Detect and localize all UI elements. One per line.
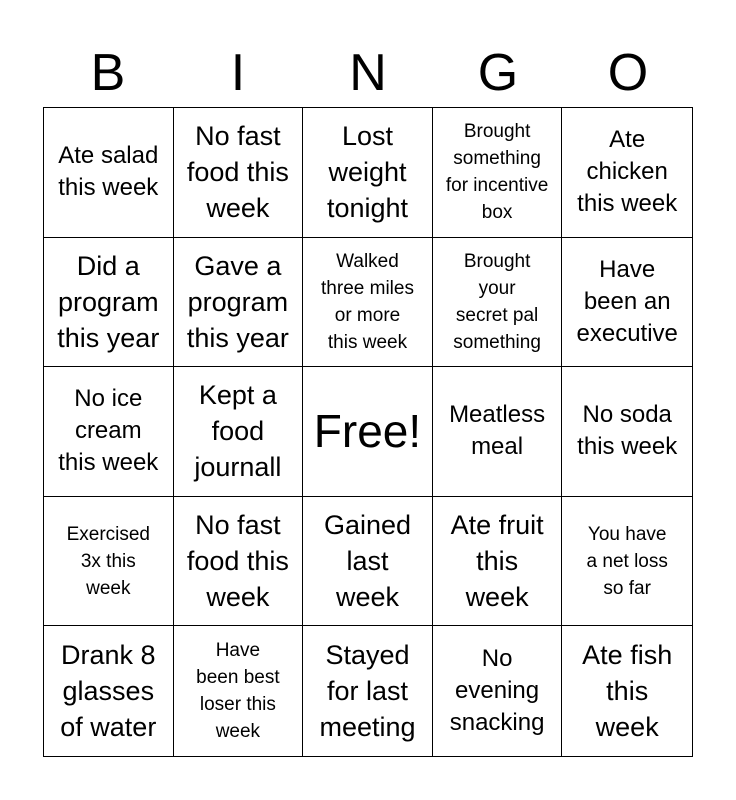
bingo-cell-r2c3[interactable] [303, 238, 433, 368]
bingo-cell-r2c4[interactable] [433, 238, 563, 368]
cell-text: No ice cream this week [58, 385, 159, 477]
bingo-cell-r1c1[interactable] [44, 108, 174, 238]
cell-text: No fast food this week [186, 121, 289, 224]
cell-text: Drank 8 glasses of water [60, 640, 157, 743]
cell-text: Have been best loser this week [196, 640, 280, 743]
cell-text: You have a net loss so far [586, 523, 668, 599]
header-letter-n: N [349, 44, 387, 102]
bingo-cell-r4c4[interactable] [433, 497, 563, 627]
bingo-cell-r5c4[interactable] [433, 626, 563, 756]
cell-text: Lost weight tonight [326, 121, 409, 224]
cell-text: Have been an executive [576, 255, 678, 347]
cell-text: Brought your secret pal something [453, 250, 541, 353]
bingo-cell-r3c1[interactable] [44, 367, 174, 497]
cell-text: Gave a program this year [186, 250, 289, 353]
cell-text: Ate salad this week [58, 142, 159, 202]
cell-text: Gained last week [323, 510, 412, 613]
cell-text: No fast food this week [186, 510, 289, 613]
bingo-header [43, 38, 693, 108]
bingo-cell-r3c4[interactable] [433, 367, 563, 497]
cell-text: No soda this week [577, 401, 678, 461]
bingo-board [43, 107, 693, 757]
bingo-cell-r5c1[interactable] [44, 626, 174, 756]
bingo-cell-r5c3[interactable] [303, 626, 433, 756]
bingo-cell-r2c1[interactable] [44, 238, 174, 368]
header-letter-g: G [477, 44, 519, 102]
bingo-cell-r1c2[interactable] [174, 108, 304, 238]
cell-text: Did a program this year [57, 250, 160, 353]
bingo-cell-r1c3[interactable] [303, 108, 433, 238]
bingo-cell-r4c3[interactable] [303, 497, 433, 627]
cell-text: Free! [313, 405, 422, 458]
cell-text: Stayed for last meeting [319, 640, 416, 743]
bingo-cell-r1c4[interactable] [433, 108, 563, 238]
header-letter-o: O [607, 44, 649, 102]
bingo-cell-free[interactable] [303, 367, 433, 497]
cell-text: Kept a food journall [194, 380, 282, 483]
bingo-cell-r2c2[interactable] [174, 238, 304, 368]
cell-text: Meatless meal [449, 401, 546, 461]
header-letter-b: B [90, 44, 126, 102]
header-letter-i: I [230, 44, 246, 102]
cell-text: No evening snacking [449, 645, 545, 737]
cell-text: Walked three miles or more this week [321, 250, 414, 353]
bingo-cell-r3c2[interactable] [174, 367, 304, 497]
cell-text: Brought something for incentive box [445, 121, 549, 224]
bingo-cell-r1c5[interactable] [562, 108, 692, 238]
bingo-cell-r4c1[interactable] [44, 497, 174, 627]
cell-text: Ate chicken this week [577, 126, 678, 218]
bingo-cell-r3c5[interactable] [562, 367, 692, 497]
bingo-cell-r5c5[interactable] [562, 626, 692, 756]
bingo-cell-r5c2[interactable] [174, 626, 304, 756]
cell-text: Ate fruit this week [450, 510, 544, 613]
cell-text: Ate fish this week [582, 640, 673, 743]
bingo-cell-r4c5[interactable] [562, 497, 692, 627]
bingo-cell-r2c5[interactable] [562, 238, 692, 368]
bingo-cell-r4c2[interactable] [174, 497, 304, 627]
cell-text: Exercised 3x this week [66, 523, 150, 599]
